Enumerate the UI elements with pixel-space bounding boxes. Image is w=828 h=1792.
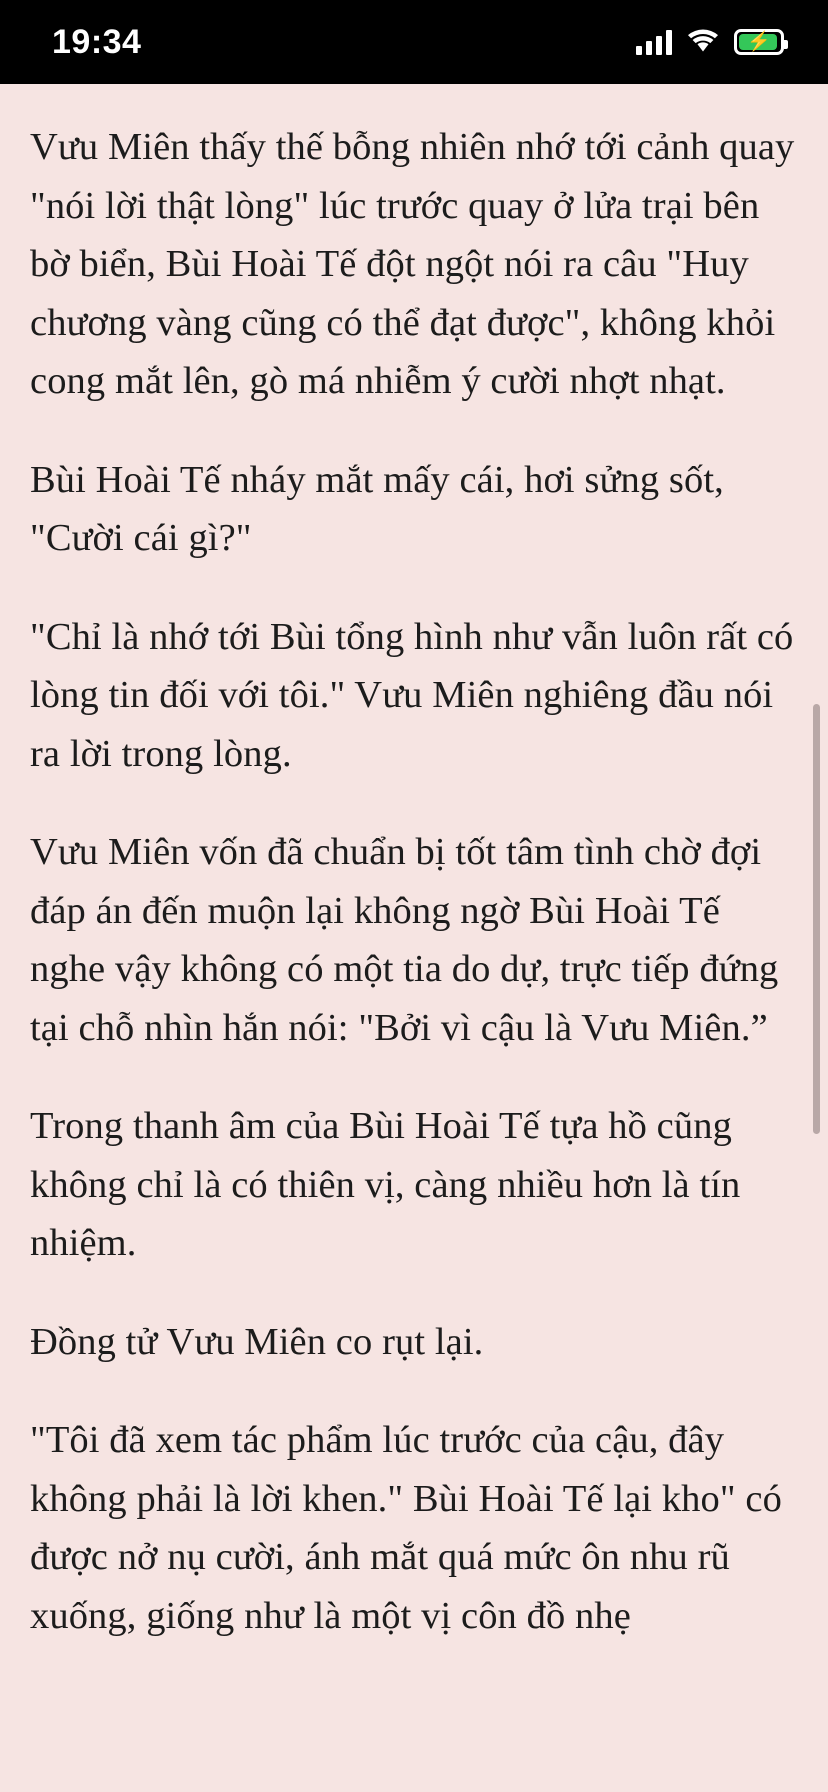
paragraph: Vưu Miên vốn đã chuẩn bị tốt tâm tình chờ đợi đáp án đến muộn lại không ngờ Bùi Hoài Tế nghe vậy không có một tia do dự, trực tiếp đứng tại chỗ nhìn hắn nói: "Bởi vì cậu là Vưu Miên.” — [30, 831, 779, 1049]
wifi-icon — [686, 29, 720, 55]
status-bar — [0, 0, 828, 84]
paragraph: "Chỉ là nhớ tới Bùi tổng hình như vẫn luôn rất có lòng tin đối với tôi." Vưu Miên nghiêng đầu nói ra lời trong lòng. — [30, 615, 794, 775]
charging-bolt-icon: ⚡ — [747, 31, 771, 53]
cellular-bars-icon — [636, 29, 672, 55]
paragraph: "Tôi đã xem tác phẩm lúc trước của cậu, đây không phải là lời khen." Bùi Hoài Tế lại kho" có được nở nụ cười, ánh mắt quá mức ôn nhu rũ xuống, giống như là một vị côn đồ nhẹ — [30, 1419, 782, 1637]
battery-charging-icon — [734, 29, 784, 55]
paragraph: Đồng tử Vưu Miên co rụt lại. — [30, 1320, 484, 1363]
paragraph: Bùi Hoài Tế nháy mắt mấy cái, hơi sửng sốt, "Cười cái gì?" — [30, 458, 724, 560]
status-bar-clock: 19:34 — [52, 22, 142, 61]
vertical-scrollbar[interactable] — [813, 704, 820, 1134]
status-bar-indicators — [636, 29, 784, 55]
paragraph: Trong thanh âm của Bùi Hoài Tế tựa hồ cũng không chỉ là có thiên vị, càng nhiều hơn là tín nhiệm. — [30, 1105, 741, 1265]
paragraph: Vưu Miên thấy thế bỗng nhiên nhớ tới cảnh quay "nói lời thật lòng" lúc trước quay ở lửa trại bên bờ biển, Bùi Hoài Tế đột ngột nói ra câu "Huy chương vàng cũng có thể đạt được", không khỏi cong mắt lên, gò má nhiễm ý cười nhợt nhạt. — [30, 126, 795, 403]
chapter-body — [30, 118, 798, 1645]
reader-page[interactable] — [0, 84, 828, 1792]
